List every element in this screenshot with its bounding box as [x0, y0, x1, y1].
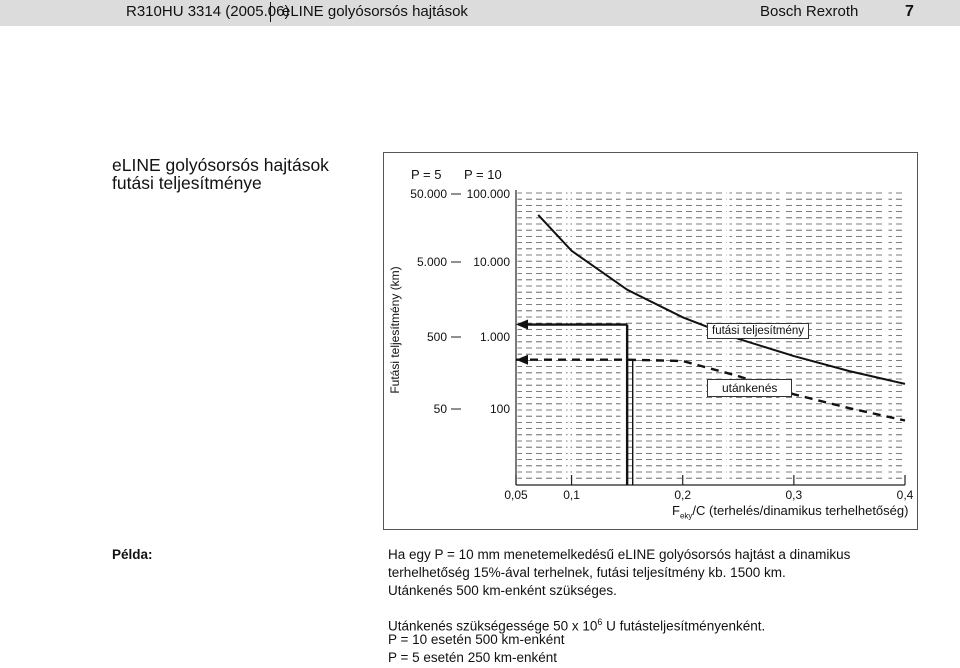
header-section: eLINE golyósorsós hajtások: [282, 3, 468, 20]
y-tick-p5: 50: [433, 402, 447, 416]
x-axis-label-f: F: [672, 503, 680, 518]
relubrication-label: utánkenés: [707, 379, 792, 397]
x-axis-label-rest: /C (terhelés/dinamikus terhelhetőség): [692, 503, 909, 518]
relub-arrow-head: [516, 355, 528, 365]
x-tick-label: 0,3: [785, 488, 803, 502]
relub-prefix: Utánkenés szükségessége 50 x 10: [388, 618, 598, 634]
x-tick-label: 0,4: [896, 488, 914, 502]
p10-label: P = 10: [464, 167, 502, 182]
page-number: 7: [905, 3, 914, 20]
example-line-3: Utánkenés 500 km-enként szükséges.: [388, 583, 617, 598]
section-title-line2: futási teljesítménye: [112, 173, 262, 193]
x-axis-label-sub: eky: [679, 511, 693, 521]
rule-p5: P = 5 esetén 250 km-enként: [388, 650, 557, 665]
section-title-line1: eLINE golyósorsós hajtások: [112, 155, 329, 175]
y-tick-p5: 50.000: [410, 187, 447, 201]
header-brand: Bosch Rexroth: [760, 3, 859, 20]
x-axis-label: [672, 503, 908, 521]
y-tick-p5: 5.000: [416, 255, 447, 269]
y-axis-label: Futási teljesítmény (km): [388, 266, 402, 394]
rule-p10: P = 10 esetén 500 km-enként: [388, 632, 565, 647]
relub-suffix: U futásteljesítményenként.: [602, 618, 766, 634]
y-tick-p10: 10.000: [473, 255, 510, 269]
example-line-2: terhelhetőség 15%-ával terhelnek, futási teljesítmény kb. 1500 km.: [388, 565, 786, 580]
running-performance-label: futási teljesítmény: [707, 323, 809, 339]
example-arrow-head: [516, 320, 528, 330]
example-line-1: Ha egy P = 10 mm menetemelkedésű eLINE golyósorsós hajtást a dinamikus: [388, 547, 851, 562]
x-tick-label: 0,2: [674, 488, 692, 502]
example-label: Példa:: [112, 547, 153, 562]
doc-id: R310HU 3314 (2005.06): [126, 3, 290, 20]
relub-sup: 6: [597, 617, 603, 627]
p5-label: P = 5: [411, 167, 442, 182]
x-tick-label: 0,1: [563, 488, 580, 502]
y-tick-p10: 1.000: [479, 330, 510, 344]
y-tick-p10: 100: [489, 402, 510, 416]
x-tick-label: 0,05: [504, 488, 528, 502]
y-tick-p10: 100.000: [466, 187, 510, 201]
y-tick-p5: 500: [426, 330, 447, 344]
